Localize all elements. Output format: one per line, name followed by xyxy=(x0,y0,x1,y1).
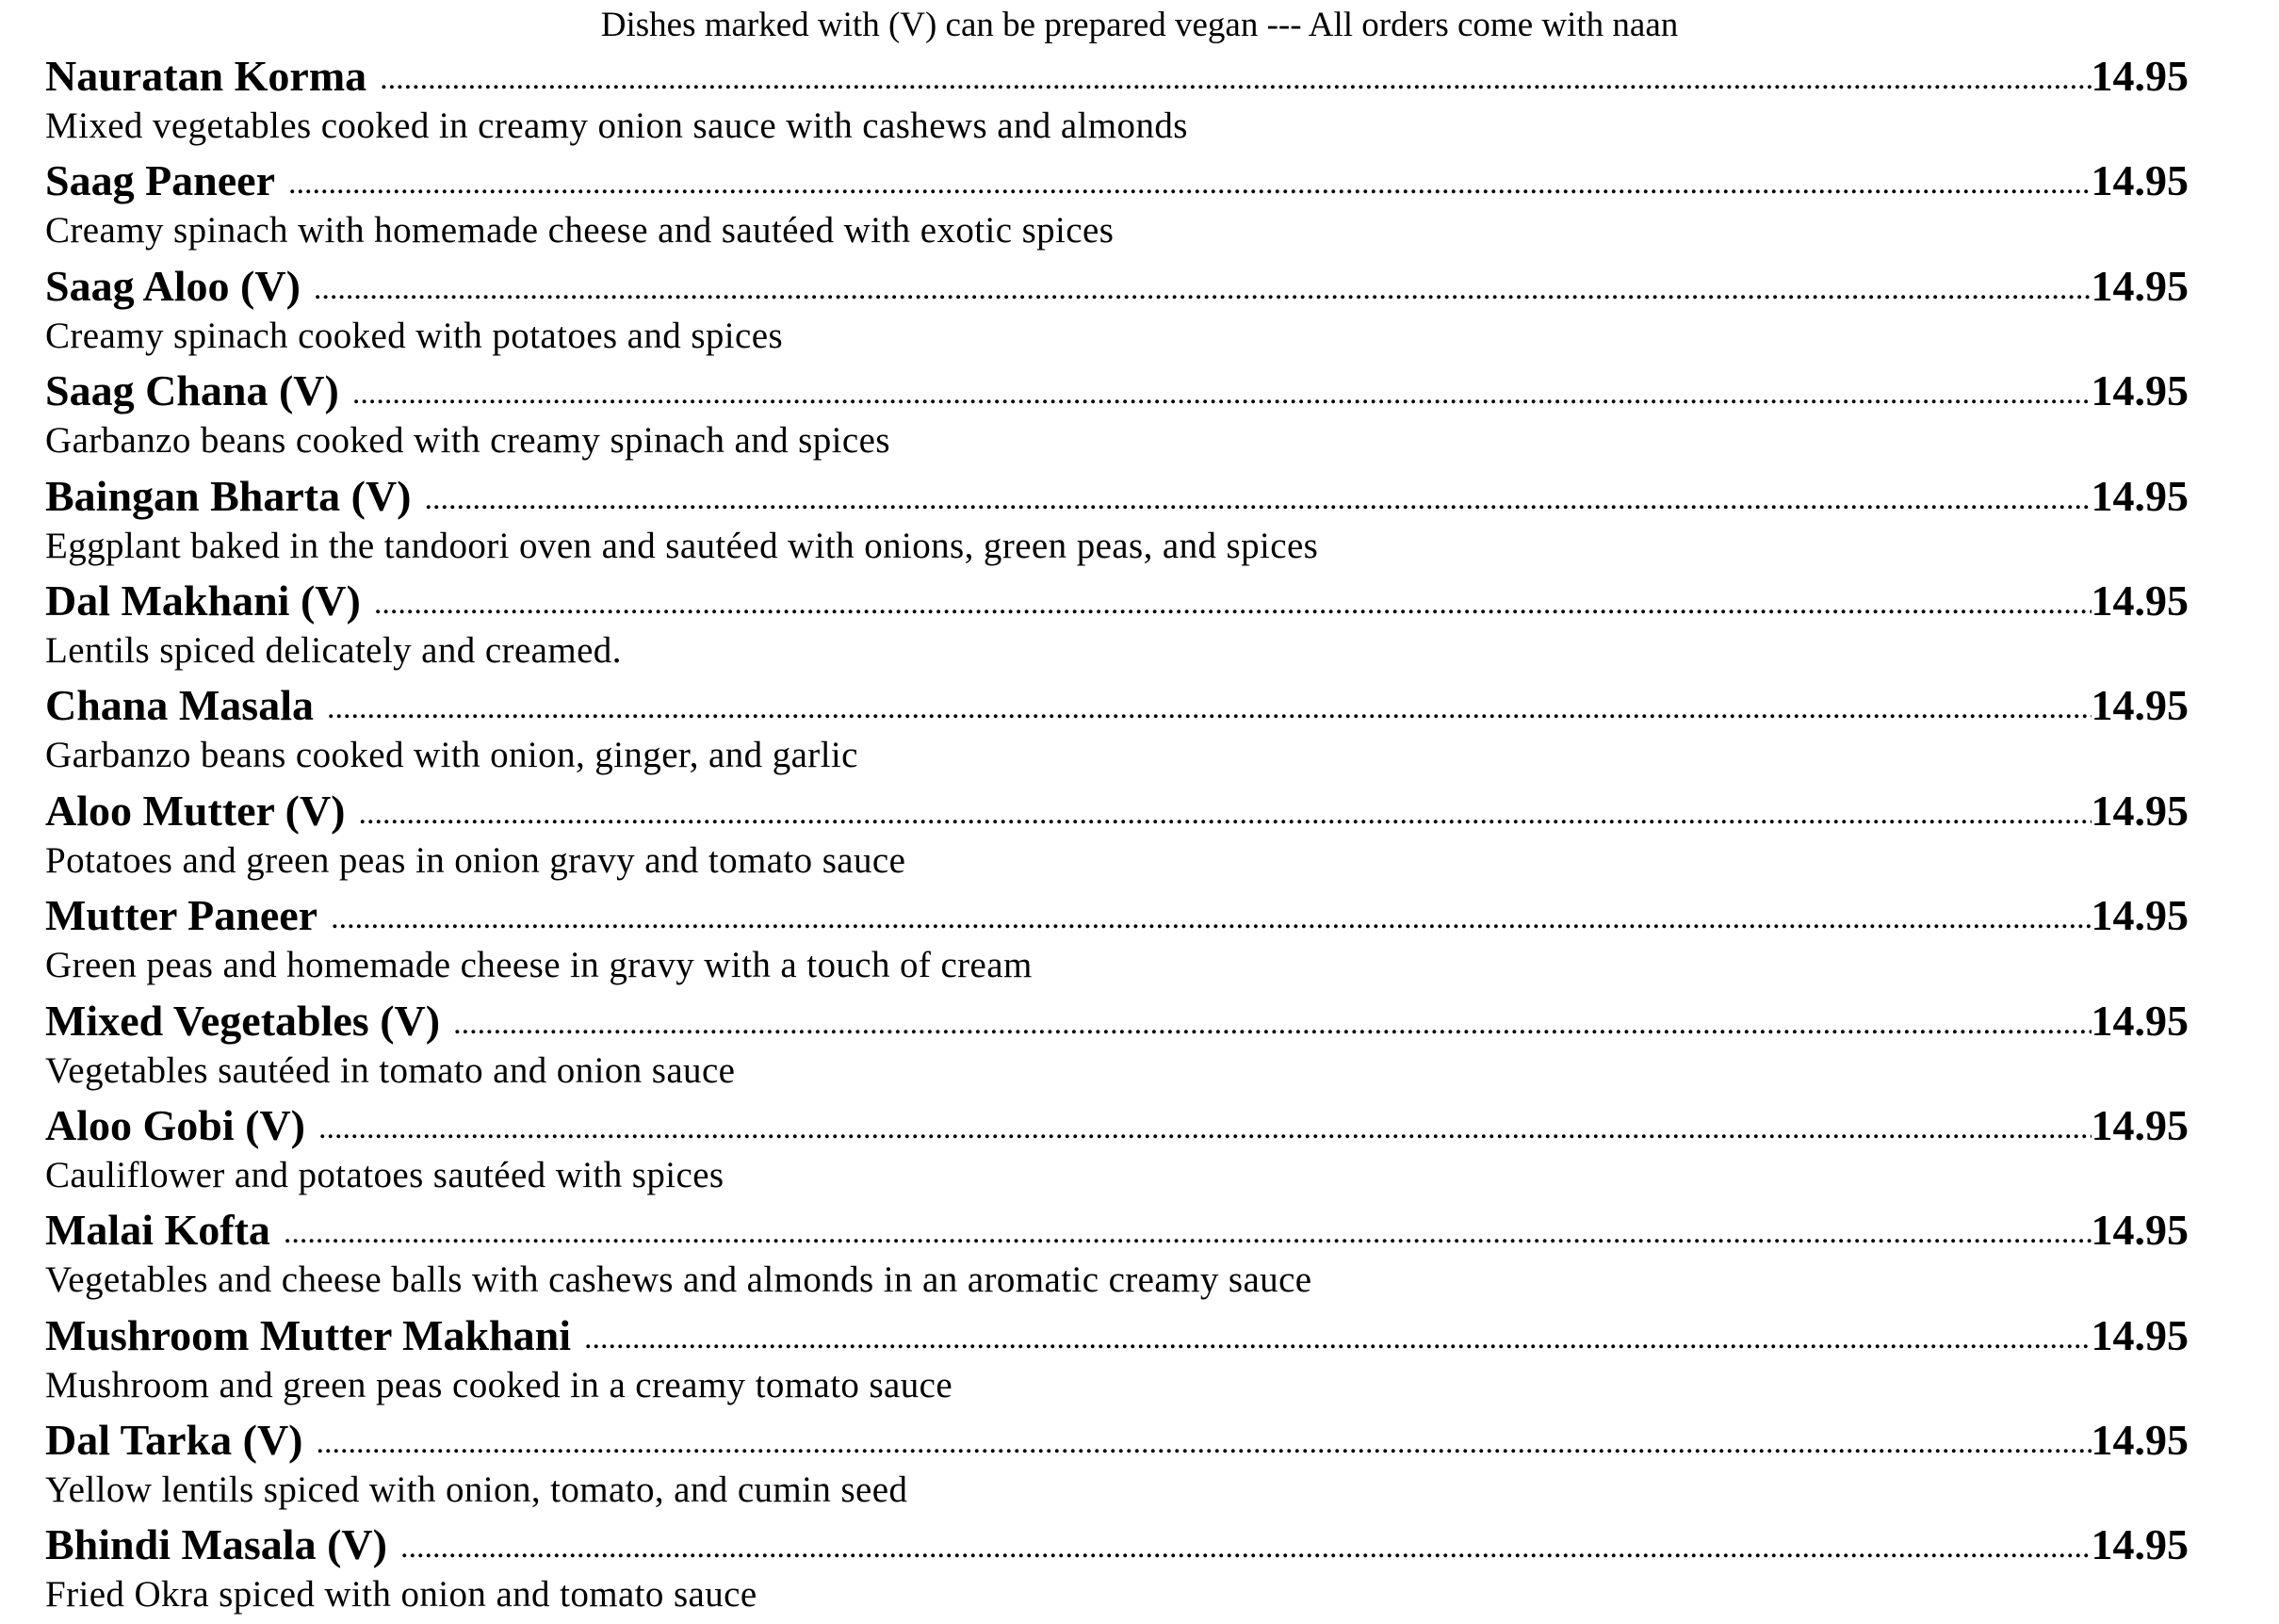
dot-leader xyxy=(374,577,2092,630)
dot-leader xyxy=(314,263,2092,316)
dish-description: Eggplant baked in the tandoori oven and sautéed with onions, green peas, and spices xyxy=(45,525,1319,566)
menu-item xyxy=(45,154,2189,259)
menu-item xyxy=(45,679,2189,784)
dish-description: Vegetables sautéed in tomato and onion sauce xyxy=(45,1049,736,1091)
dish-price: 14.95 xyxy=(2091,1416,2189,1465)
dish-name: Baingan Bharta (V) xyxy=(45,471,412,520)
dish-description: Vegetables and cheese balls with cashews and almonds in an aromatic creamy sauce xyxy=(45,1259,1312,1301)
dish-name: Saag Aloo (V) xyxy=(45,261,301,310)
dish-description: Creamy spinach with homemade cheese and sautéed with exotic spices xyxy=(45,210,1115,252)
dish-description: Green peas and homemade cheese in gravy with a touch of cream xyxy=(45,945,1033,986)
dish-description: Mushroom and green peas cooked in a creamy tomato sauce xyxy=(45,1364,953,1405)
dish-price: 14.95 xyxy=(2091,471,2189,520)
dish-name: Mutter Paneer xyxy=(45,891,318,940)
dot-leader xyxy=(331,892,2091,945)
dish-price: 14.95 xyxy=(2091,156,2189,205)
dish-price: 14.95 xyxy=(2091,996,2189,1045)
dot-leader xyxy=(380,53,2091,106)
dish-description: Potatoes and green peas in onion gravy and tomato sauce xyxy=(45,839,906,881)
dish-price: 14.95 xyxy=(2091,576,2189,625)
dish-price: 14.95 xyxy=(2091,261,2189,310)
menu-item xyxy=(45,995,2189,1099)
menu-list xyxy=(45,50,2189,1624)
dot-leader xyxy=(424,473,2091,526)
dish-description: Creamy spinach cooked with potatoes and spices xyxy=(45,315,784,356)
dot-leader xyxy=(352,367,2092,420)
dish-name: Chana Masala xyxy=(45,681,314,730)
dish-name: Bhindi Masala (V) xyxy=(45,1520,387,1569)
dot-leader xyxy=(453,998,2091,1050)
dot-leader xyxy=(288,157,2091,210)
menu-item xyxy=(45,1518,2189,1623)
dot-leader xyxy=(359,788,2092,840)
dish-price: 14.95 xyxy=(2091,786,2189,835)
dish-price: 14.95 xyxy=(2091,1206,2189,1255)
dish-description: Mixed vegetables cooked in creamy onion sauce with cashews and almonds xyxy=(45,106,1188,146)
dish-name: Mushroom Mutter Makhani xyxy=(45,1310,571,1359)
dish-price: 14.95 xyxy=(2091,1310,2189,1359)
menu-item xyxy=(45,1204,2189,1308)
menu-item xyxy=(45,889,2189,994)
dish-price: 14.95 xyxy=(2091,891,2189,940)
menu-item xyxy=(45,1309,2189,1414)
dish-description: Fried Okra spiced with onion and tomato sauce xyxy=(45,1574,757,1616)
menu-item xyxy=(45,365,2189,469)
dish-name: Aloo Gobi (V) xyxy=(45,1100,305,1149)
menu-item xyxy=(45,470,2189,575)
dish-price: 14.95 xyxy=(2091,681,2189,730)
dish-price: 14.95 xyxy=(2091,1100,2189,1149)
dish-name: Aloo Mutter (V) xyxy=(45,786,346,835)
dish-name: Mixed Vegetables (V) xyxy=(45,996,441,1045)
dot-leader xyxy=(584,1312,2092,1365)
dish-price: 14.95 xyxy=(2091,366,2189,415)
dish-name: Nauratan Korma xyxy=(45,52,367,100)
menu-item xyxy=(45,1099,2189,1204)
dish-name: Dal Makhani (V) xyxy=(45,576,361,625)
dot-leader xyxy=(400,1521,2092,1574)
dish-price: 14.95 xyxy=(2091,1520,2189,1569)
dish-description: Garbanzo beans cooked with creamy spinach and spices xyxy=(45,420,890,462)
dish-description: Yellow lentils spiced with onion, tomato, and cumin seed xyxy=(45,1470,908,1511)
dish-name: Saag Chana (V) xyxy=(45,366,339,415)
menu-item xyxy=(45,50,2189,154)
dot-leader xyxy=(316,1417,2091,1470)
menu-item xyxy=(45,785,2189,889)
dish-name: Saag Paneer xyxy=(45,156,276,205)
dish-name: Malai Kofta xyxy=(45,1206,270,1255)
dish-price: 14.95 xyxy=(2091,52,2189,100)
menu-item xyxy=(45,575,2189,679)
vegan-naan-note: Dishes marked with (V) can be prepared vegan --- All orders come with naan xyxy=(600,6,1679,44)
dot-leader xyxy=(327,682,2092,735)
dish-description: Cauliflower and potatoes sautéed with spices xyxy=(45,1154,724,1195)
dish-description: Garbanzo beans cooked with onion, ginger, and garlic xyxy=(45,735,858,776)
menu-item xyxy=(45,260,2189,365)
dot-leader xyxy=(284,1207,2092,1259)
dish-name: Dal Tarka (V) xyxy=(45,1416,303,1465)
menu-item xyxy=(45,1414,2189,1518)
dot-leader xyxy=(318,1102,2092,1155)
dish-description: Lentils spiced delicately and creamed. xyxy=(45,629,622,671)
